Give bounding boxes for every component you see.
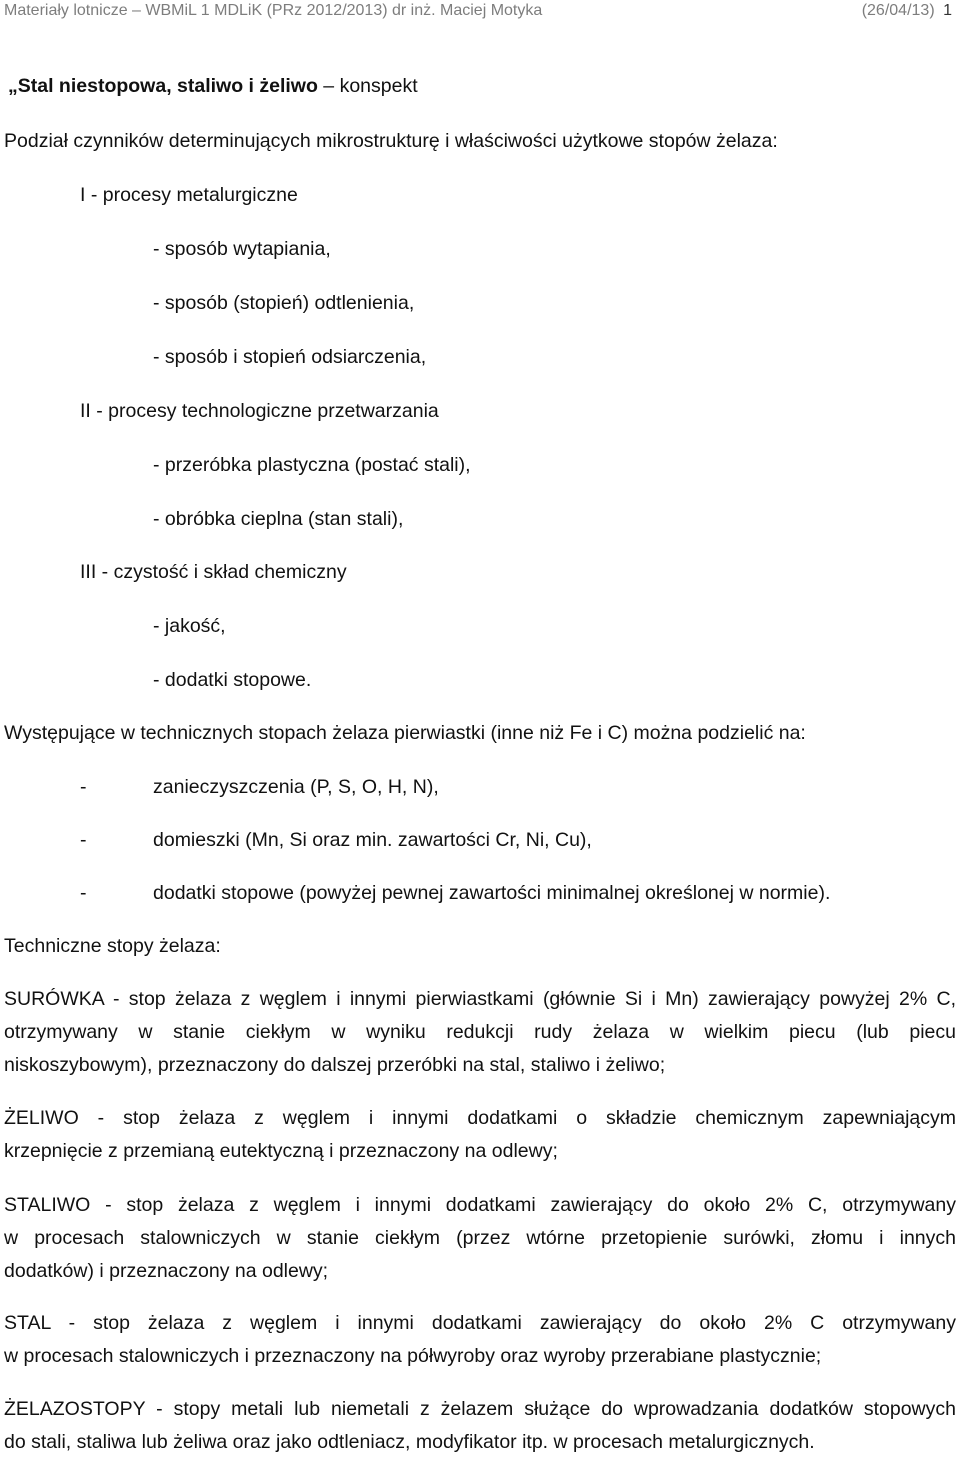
header-date: (26/04/13) [861, 2, 935, 19]
definition-staliwo [4, 1189, 956, 1288]
definition-surowka [4, 983, 956, 1082]
paragraph-line: SURÓWKA - stop żelaza z węglem i innymi pierwiastkami (głównie Si i Mn) zawierający powyżej 2% C, [4, 988, 956, 1010]
paragraph-line: dodatków) i przeznaczony na odlewy; [4, 1260, 329, 1282]
list-item-text: zanieczyszczenia (P, S, O, H, N), [153, 776, 439, 798]
paragraph-line: w procesach stalowniczych i przeznaczony na półwyroby oraz wyroby przerabiane plastycznie; [4, 1345, 822, 1367]
group-item: - sposób i stopień odsiarczenia, [153, 346, 427, 368]
group-heading-2: II - procesy technologiczne przetwarzania [80, 400, 439, 422]
paragraph-line: ŻELIWO - stop żelaza z węglem i innymi dodatkami o składzie chemicznym zapewniającym [4, 1107, 956, 1129]
document-title [8, 73, 418, 99]
group-heading-3: III - czystość i skład chemiczny [80, 561, 347, 583]
paragraph-line: ŻELAZOSTOPY - stopy metali lub niemetali z żelazem służące do wprowadzania dodatków stopowych [4, 1398, 956, 1420]
group-item: - sposób (stopień) odtlenienia, [153, 292, 415, 314]
page-number: 1 [943, 2, 952, 19]
definition-stal [4, 1307, 956, 1373]
definition-zeliwo [4, 1102, 956, 1168]
group-item: - obróbka cieplna (stan stali), [153, 508, 404, 530]
list-dash: - [80, 882, 87, 904]
paragraph-line: w procesach stalowniczych w stanie ciekłym (przez wtórne przetopienie surówki, złomu i innych [4, 1227, 956, 1249]
group-item: - sposób wytapiania, [153, 238, 331, 260]
definition-zelazostopy [4, 1393, 956, 1459]
paragraph-line: otrzymywany w stanie ciekłym w wyniku redukcji rudy żelaza w wielkim piecu (lub piecu [4, 1021, 956, 1043]
title-sub: – konspekt [317, 75, 418, 97]
header-course-info: Materiały lotnicze – WBMiL 1 MDLiK (PRz 2012/2013) dr inż. Maciej Motyka [4, 2, 543, 19]
technical-heading: Techniczne stopy żelaza: [4, 935, 221, 957]
title-main: „Stal niestopowa, staliwo i żeliwo [8, 75, 318, 97]
paragraph-line: STALIWO - stop żelaza z węglem i innymi dodatkami zawierający do około 2% C, otrzymywany [4, 1194, 956, 1216]
list-item-text: domieszki (Mn, Si oraz min. zawartości Cr, Ni, Cu), [153, 829, 592, 851]
list-dash: - [80, 776, 87, 798]
group-heading-1: I - procesy metalurgiczne [80, 184, 298, 206]
paragraph-line: STAL - stop żelaza z węglem i innymi dodatkami zawierający do około 2% C otrzymywany [4, 1312, 956, 1334]
paragraph-line: niskoszybowym), przeznaczony do dalszej przeróbki na stal, staliwo i żeliwo; [4, 1054, 666, 1076]
paragraph-line: do stali, staliwa lub żeliwa oraz jako odtleniacz, modyfikator itp. w procesach metalurgicznych. [4, 1431, 815, 1453]
list-item-text: dodatki stopowe (powyżej pewnej zawartości minimalnej określonej w normie). [153, 882, 831, 904]
header-date-page [862, 2, 952, 20]
list-dash: - [80, 829, 87, 851]
group-item: - jakość, [153, 615, 226, 637]
group-item: - przeróbka plastyczna (postać stali), [153, 454, 471, 476]
intro-text: Podział czynników determinujących mikrostrukturę i właściwości użytkowe stopów żelaza: [4, 130, 778, 152]
page-header [0, 0, 960, 26]
paragraph-line: krzepnięcie z przemianą eutektyczną i przeznaczony na odlewy; [4, 1140, 558, 1162]
group-item: - dodatki stopowe. [153, 669, 312, 691]
elements-intro: Występujące w technicznych stopach żelaza pierwiastki (inne niż Fe i C) można podzielić na: [4, 722, 806, 744]
